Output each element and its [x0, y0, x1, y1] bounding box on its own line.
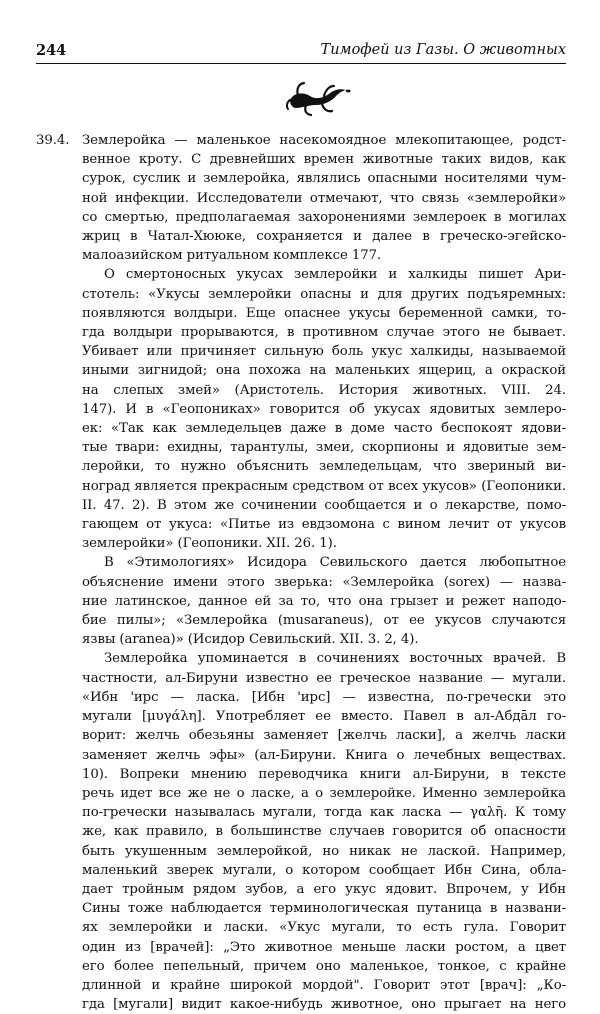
text-line: гда волдыри прорываются, в противном случае этого не бывает.: [82, 325, 566, 341]
text-line: на слепых змей» (Аристотель. История животных. VIII. 24.: [82, 382, 566, 398]
text-line: Убивает или причиняет сильную боль укус халкиды, называемой: [82, 344, 566, 360]
text-line: О смертоносных укусах землеройки и халкиды пишет Ари-: [104, 267, 566, 283]
text-line: же, как правило, в большинстве случаев говорится об опасности: [82, 824, 566, 840]
text-line: ние латинское, данное ей за то, что она грызет и режет наподо-: [82, 593, 566, 609]
section-number: 39.4.: [36, 133, 70, 148]
paragraph-1: [36, 131, 566, 265]
text-line: объяснение имени этого зверька: «Землеройка (sorex) — назва-: [82, 574, 566, 590]
text-line: речь идет все же не о ласке, а о землеройке. Именно землеройка: [82, 785, 566, 801]
text-line: маленький зверек мугали, о котором сообщает Ибн Сина, обла-: [82, 862, 566, 878]
text-line: язвы (aranea)» (Исидор Севильский. XII. 3. 2, 4).: [82, 632, 419, 648]
text-line: Сины тоже наблюдается терминологическая путаница в названи-: [82, 901, 566, 917]
text-line: мугали [μυγάλη]. Употребляет ее вместо. Павел в ал-Абдāл го-: [82, 709, 566, 725]
text-line: заменяет желчь эфы» (ал-Бируни. Книга о лечебных веществах.: [82, 747, 566, 763]
text-line: ях землеройки и ласки. «Укус мугали, то есть гула. Говорит: [82, 920, 566, 936]
text-line: гающем от укуса: «Питье из евдзомона с вином лечит от укусов: [82, 517, 566, 533]
text-line: бие пилы»; «Землеройка (musaraneus), от ее укусов случаются: [82, 613, 566, 629]
text-line: иными зигнидой; она похожа на маленьких ящериц, а окраской: [82, 363, 566, 379]
text-line: длинной и крайне широкой мордой". Говорит этот [врач]: „Ко-: [82, 977, 566, 993]
text-line: ной инфекции. Исследователи отмечают, что связь «землеройки»: [82, 190, 566, 206]
text-line: появляются волдыри. Еще опаснее укусы беременной самки, то-: [82, 305, 566, 321]
paragraph-4: [36, 649, 566, 1014]
text-line: со смертью, предполагаемая захоронениями землероек в могилах: [82, 209, 566, 225]
text-line: II. 47. 2). В этом же сочинении сообщается и о лекарстве, помо-: [82, 497, 566, 513]
text-line: ноград является прекрасным средством от всех укусов» (Геопоники.: [82, 478, 566, 494]
text-line: сурок, суслик и землеройка, являлись опасными носителями чум-: [82, 171, 566, 187]
header-rule: [36, 63, 566, 64]
text-line: гда [мугали] видит какое-нибудь животное, оно прыгает на него: [82, 997, 566, 1013]
text-line: один из [врачей]: „Это животное меньше ласки ростом, а цвет: [82, 939, 566, 955]
text-line: по-гречески называлась мугали, тогда как ласка — γαλῆ. К тому: [82, 805, 566, 821]
text-line: быть укушенным землеройкой, но никак не лаской. Например,: [82, 843, 566, 859]
paragraph-3: [36, 553, 566, 649]
text-line: «Ибн 'ирс — ласка. [Ибн 'ирс] — известна, по-гречески это: [82, 689, 566, 705]
text-line: тые твари: ехидны, тарантулы, змеи, скорпионы и ядовитые зем-: [82, 440, 566, 456]
text-line: ворит: желчь обезьяны заменяет [желчь ласки], а желчь ласки: [82, 728, 566, 744]
paragraph-2: [36, 265, 566, 553]
text-line: Землеройка — маленькое насекомоядное млекопитающее, родст-: [82, 133, 566, 148]
text-line: леройки, то нужно объяснить земледельцам, что звериный ви-: [82, 459, 566, 475]
text-line: стотель: «Укусы землеройки опасны и для других подъяремных:: [82, 286, 566, 302]
text-line: жриц в Чатал-Хююке, сохраняется и далее в греческо-эгейско-: [82, 229, 566, 245]
text-line: В «Этимологиях» Исидора Севильского дается любопытное: [104, 555, 566, 571]
page-header: [36, 42, 566, 64]
page-number: 244: [36, 42, 67, 59]
text-line: землеройки» (Геопоники. XII. 26. 1).: [82, 536, 337, 552]
text-line: 147). И в «Геопониках» говорится об укусах ядовитых землеро-: [82, 401, 566, 417]
page-body: [36, 131, 566, 1014]
running-head: Тимофей из Газы. О животных: [320, 42, 566, 58]
text-line: венное кроту. С древнейших времен животные таких видов, как: [82, 152, 566, 168]
text-line: ек: «Так как земледельцев даже в доме часто беспокоят ядови-: [82, 421, 566, 437]
text-line: малоазийском ритуальном комплексе 177.: [82, 248, 382, 264]
text-line: 10). Вопреки мнению переводчика книги ал-Бируни, в тексте: [82, 766, 566, 782]
text-line: частности, ал-Бируни известно ее греческое название — мугали.: [82, 670, 566, 686]
text-line: дает тройным рядом зубов, а его укус ядовит. Впрочем, у Ибн: [82, 881, 566, 897]
text-line: Землеройка упоминается в сочинениях восточных врачей. В: [104, 651, 566, 667]
text-line: его более пепельный, причем оно маленькое, тонкое, с крайне: [82, 958, 566, 974]
lizard-ornament-icon: [284, 78, 354, 118]
